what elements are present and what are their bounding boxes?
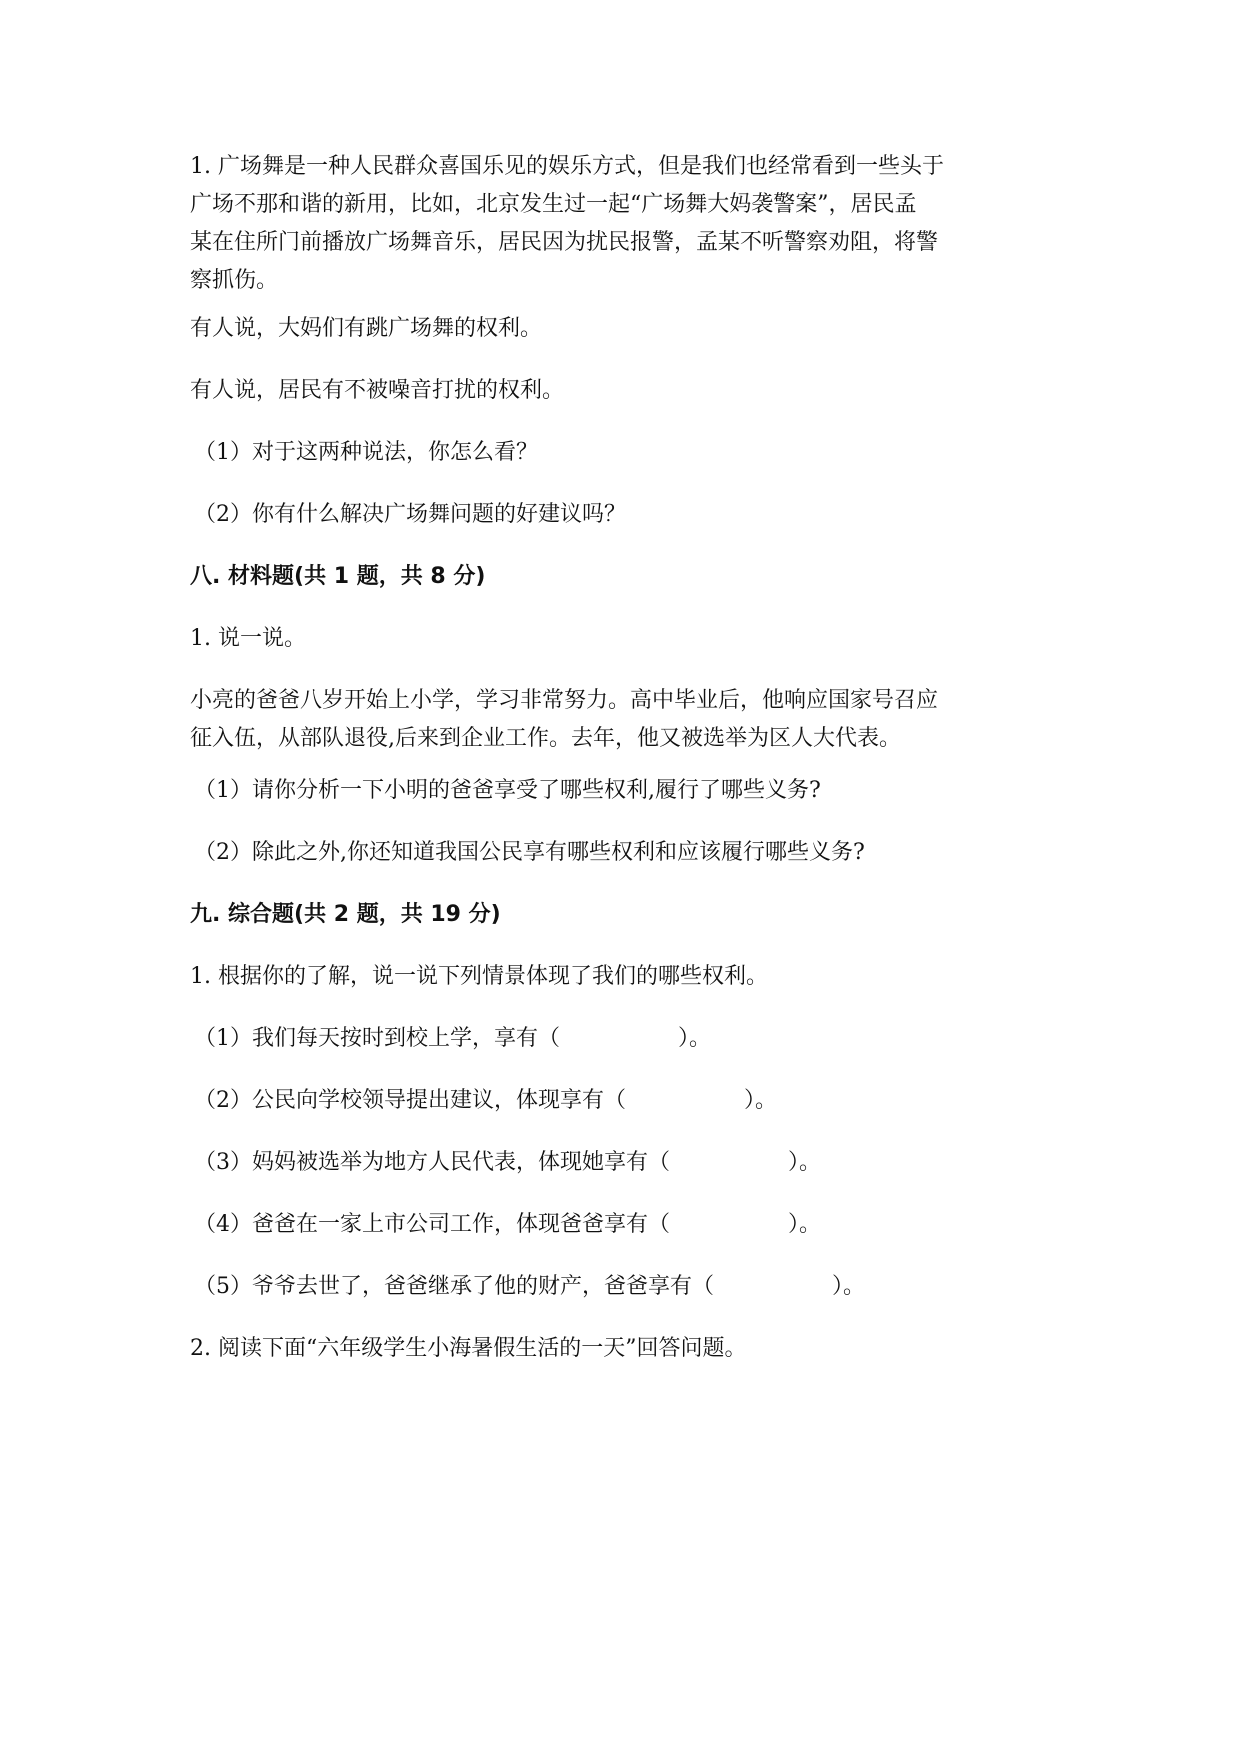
material-line: 征入伍，从部队退役,后来到企业工作。去年，他又被选举为区人大代表。 bbox=[190, 726, 901, 751]
fill-blank-suffix: ）。 bbox=[788, 1150, 822, 1175]
material-line: 小亮的爸爸八岁开始上小学，学习非常努力。高中毕业后，他响应国家号召应 bbox=[190, 688, 939, 713]
question-text: 1. 说一说。 bbox=[190, 626, 306, 651]
question-line: 1. 广场舞是一种人民群众喜国乐见的娱乐方式，但是我们也经常看到一些头于 bbox=[190, 154, 944, 179]
opinion-text: 有人说，大妈们有跳广场舞的权利。 bbox=[190, 316, 543, 341]
sub-question: （1）请你分析一下小明的爸爸享受了哪些权利,履行了哪些义务? bbox=[194, 778, 821, 803]
sub-question: （2）你有什么解决广场舞问题的好建议吗？ bbox=[194, 502, 626, 527]
fill-blank-prefix: （5）爷爷去世了，爸爸继承了他的财产，爸爸享有（ bbox=[194, 1274, 714, 1299]
fill-blank-suffix: ）。 bbox=[744, 1088, 778, 1113]
fill-blank-suffix: ）。 bbox=[832, 1274, 866, 1299]
opinion-text: 有人说，居民有不被噪音打扰的权利。 bbox=[190, 378, 565, 403]
fill-blank-suffix: ）。 bbox=[678, 1026, 712, 1051]
question-text: 1. 根据你的了解，说一说下列情景体现了我们的哪些权利。 bbox=[190, 964, 768, 989]
question-guangchangwu bbox=[190, 148, 1050, 300]
question-text bbox=[190, 148, 1050, 300]
question-text: 2. 阅读下面“六年级学生小海暑假生活的一天”回答问题。 bbox=[190, 1336, 747, 1361]
fill-blank-item bbox=[190, 1082, 777, 1120]
sub-question: （1）对于这两种说法，你怎么看？ bbox=[194, 440, 538, 465]
material-text bbox=[190, 682, 1050, 758]
fill-blank-item bbox=[190, 1144, 821, 1182]
fill-blank-prefix: （2）公民向学校领导提出建议，体现享有（ bbox=[194, 1088, 626, 1113]
section-heading: 八. 材料题(共 1 题，共 8 分) bbox=[190, 564, 486, 589]
fill-blank-suffix: ）。 bbox=[788, 1212, 822, 1237]
fill-blank-prefix: （3）妈妈被选举为地方人民代表，体现她享有（ bbox=[194, 1150, 670, 1175]
question-line: 某在住所门前播放广场舞音乐，居民因为扰民报警，孟某不听警察劝阻，将警 bbox=[190, 230, 939, 255]
section-heading: 九. 综合题(共 2 题，共 19 分) bbox=[190, 902, 501, 927]
question-line: 广场不那和谐的新用，比如，北京发生过一起“广场舞大妈袭警案”，居民孟 bbox=[190, 192, 917, 217]
question-line: 察抓伤。 bbox=[190, 268, 279, 293]
sub-question: （2）除此之外,你还知道我国公民享有哪些权利和应该履行哪些义务? bbox=[194, 840, 865, 865]
fill-blank-item bbox=[190, 1206, 821, 1244]
fill-blank-item bbox=[190, 1268, 865, 1306]
fill-blank-prefix: （4）爸爸在一家上市公司工作，体现爸爸享有（ bbox=[194, 1212, 670, 1237]
fill-blank-item bbox=[190, 1020, 711, 1058]
fill-blank-prefix: （1）我们每天按时到校上学，享有（ bbox=[194, 1026, 560, 1051]
